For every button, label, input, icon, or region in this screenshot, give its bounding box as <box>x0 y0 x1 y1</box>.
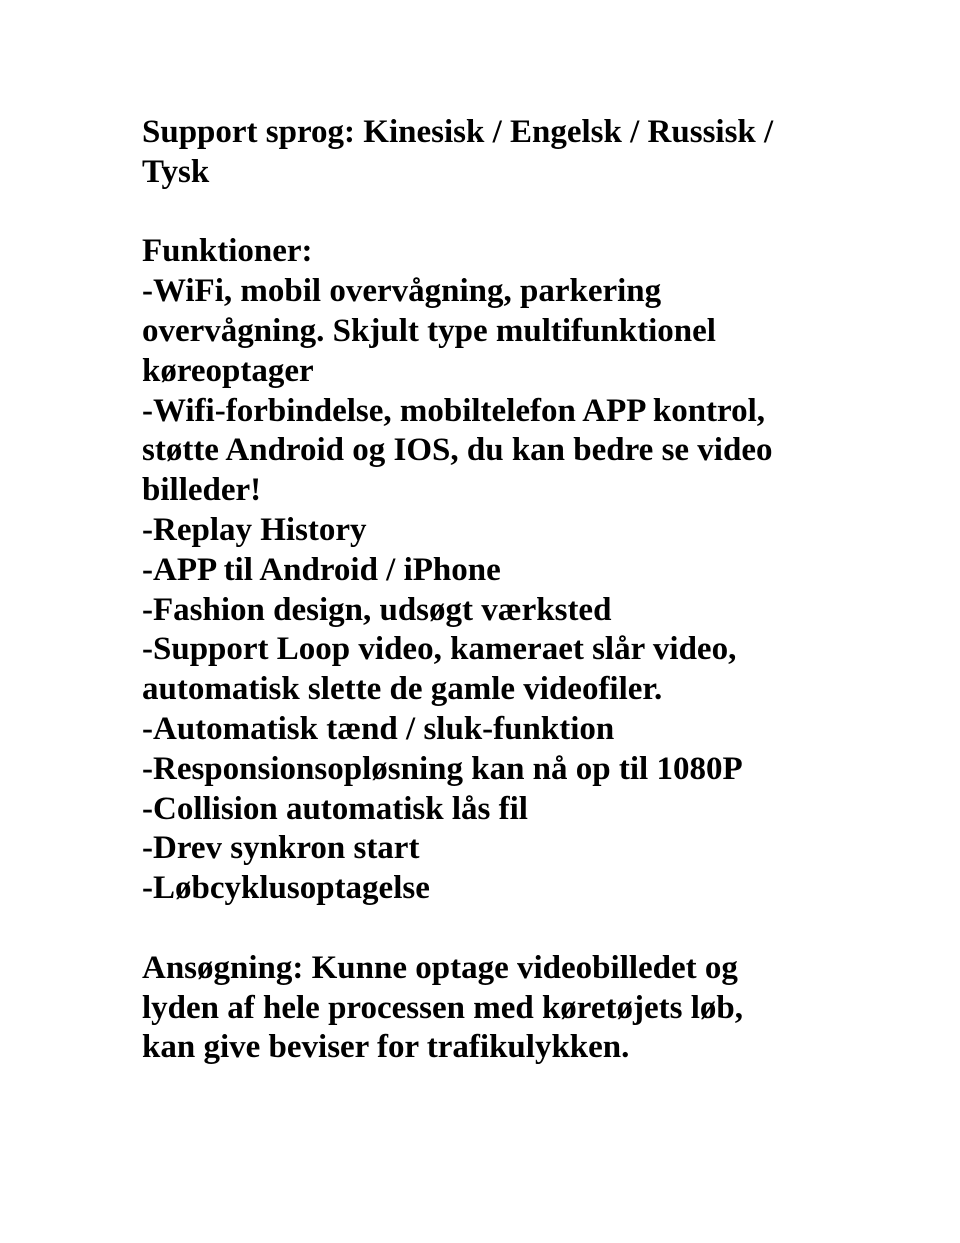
feature-line: -Support Loop video, kameraet slår video, <box>142 631 737 668</box>
support-language-paragraph <box>142 113 842 193</box>
feature-line: automatisk slette de gamle videofiler. <box>142 671 663 708</box>
feature-line: -APP til Android / iPhone <box>142 551 501 588</box>
feature-line: overvågning. Skjult type multifunktionel <box>142 312 716 349</box>
support-line: Tysk <box>142 153 210 190</box>
application-line: kan give beviser for trafikulykken. <box>142 1029 630 1066</box>
application-line: lyden af hele processen med køretøjets løb, <box>142 989 743 1026</box>
feature-line: -Løbcyklusoptagelse <box>142 870 430 907</box>
feature-line: -Fashion design, udsøgt værksted <box>142 591 612 628</box>
paragraph-gap <box>142 909 842 949</box>
feature-line: støtte Android og IOS, du kan bedre se video <box>142 432 773 469</box>
functions-section <box>142 232 842 909</box>
application-paragraph <box>142 949 842 1068</box>
feature-line: -Automatisk tænd / sluk-funktion <box>142 710 615 747</box>
feature-line: køreoptager <box>142 352 314 389</box>
document-page <box>142 113 842 1068</box>
application-line: Ansøgning: Kunne optage videobilledet og <box>142 949 738 986</box>
feature-line: -Responsionsopløsning kan nå op til 1080P <box>142 750 743 787</box>
feature-line: -Replay History <box>142 511 367 548</box>
feature-line: -Collision automatisk lås fil <box>142 790 528 827</box>
feature-line: -WiFi, mobil overvågning, parkering <box>142 273 662 310</box>
feature-line: -Wifi-forbindelse, mobiltelefon APP kontrol, <box>142 392 766 429</box>
functions-heading: Funktioner: <box>142 233 313 270</box>
feature-line: billeder! <box>142 472 262 509</box>
paragraph-gap <box>142 193 842 233</box>
feature-line: -Drev synkron start <box>142 830 420 867</box>
support-line: Support sprog: Kinesisk / Engelsk / Russisk / <box>142 114 774 150</box>
